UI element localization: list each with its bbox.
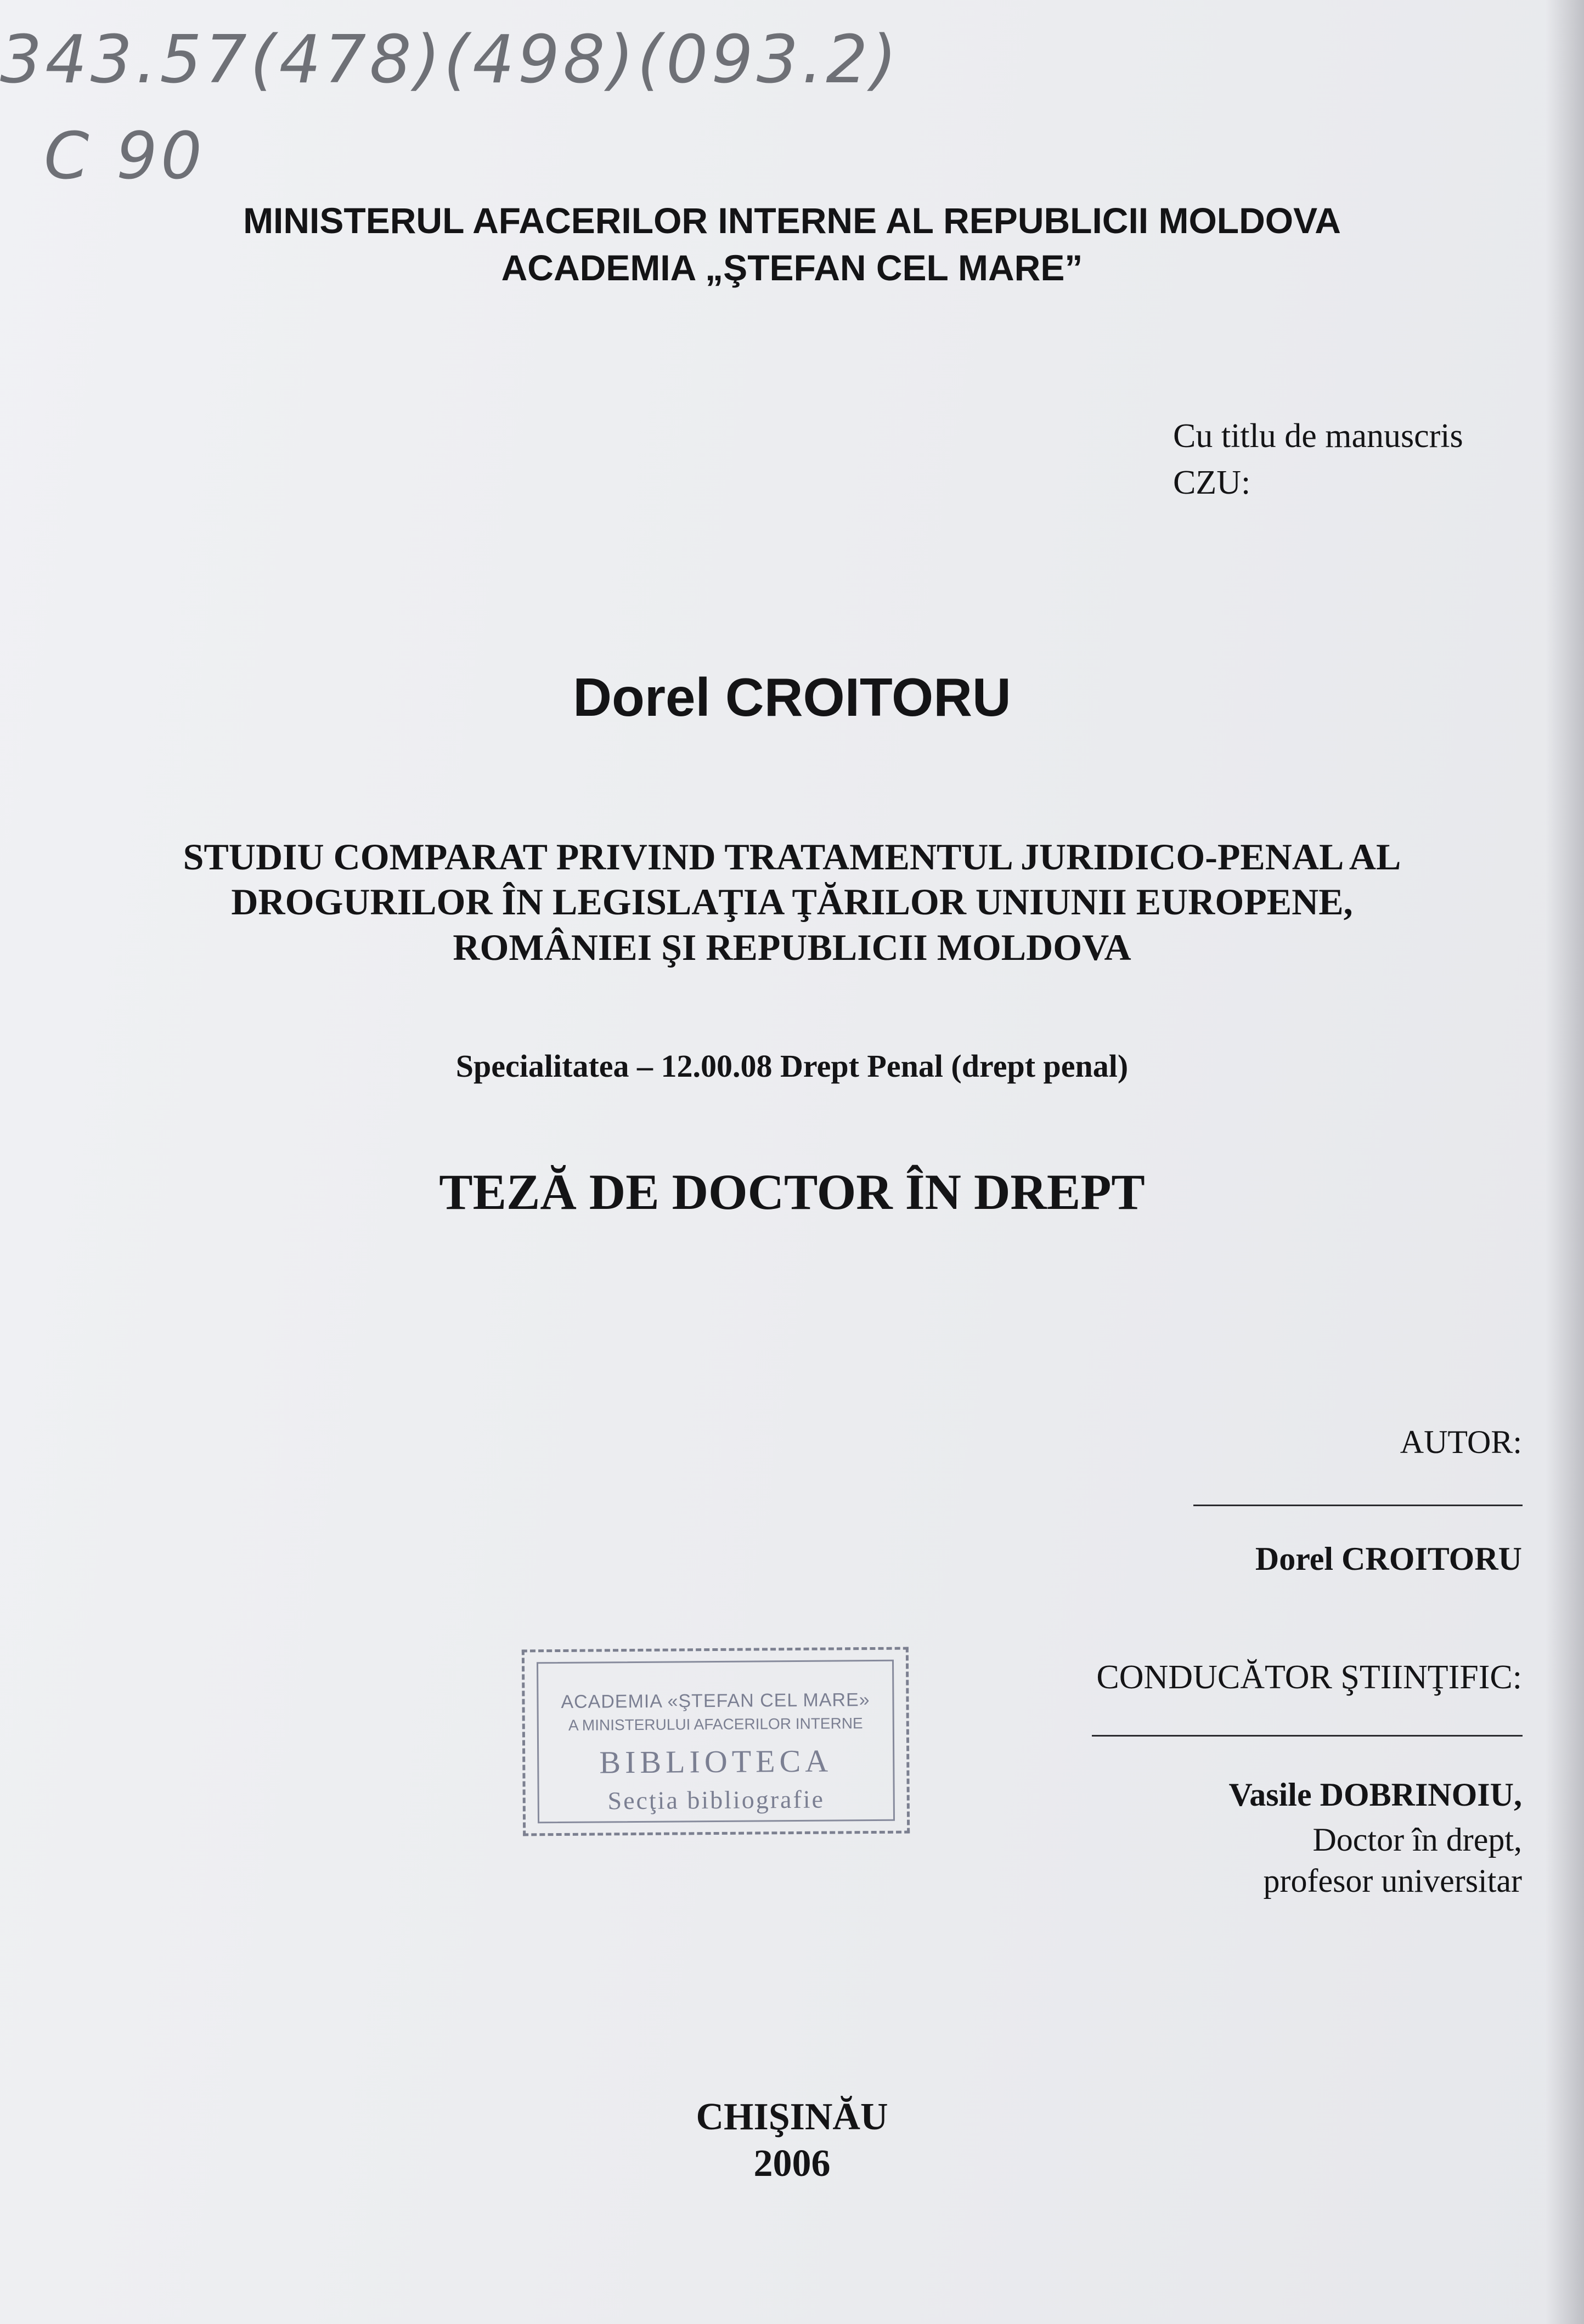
library-stamp	[522, 1647, 910, 1836]
specialty-line: Specialitatea – 12.00.08 Drept Penal (drept penal)	[455, 1048, 1129, 1084]
handwritten-shelf-mark: C 90	[44, 118, 206, 194]
stamp-academy-line: ACADEMIA «ŞTEFAN CEL MARE»	[561, 1689, 870, 1712]
page-edge-shadow	[1546, 0, 1584, 2324]
supervisor-degree: Doctor în drept,	[1312, 1822, 1522, 1858]
ministry-heading: MINISTERUL AFACERILOR INTERNE AL REPUBLICII MOLDOVA	[243, 200, 1341, 241]
thesis-title-line-2: DROGURILOR ÎN LEGISLAŢIA ŢĂRILOR UNIUNII EUROPENE,	[231, 881, 1353, 923]
city: CHIŞINĂU	[696, 2096, 888, 2138]
academy-heading: ACADEMIA „ŞTEFAN CEL MARE”	[501, 247, 1083, 288]
author-label: AUTOR:	[1400, 1424, 1522, 1460]
degree-heading: TEZĂ DE DOCTOR ÎN DREPT	[439, 1164, 1145, 1220]
czu-label: CZU:	[1173, 464, 1251, 501]
stamp-library-line: BIBLIOTECA	[599, 1743, 833, 1780]
author-name: Dorel CROITORU	[1255, 1541, 1522, 1577]
supervisor-rank: profesor universitar	[1263, 1863, 1522, 1899]
supervisor-label: CONDUCĂTOR ŞTIINŢIFIC:	[1096, 1659, 1522, 1696]
year: 2006	[753, 2142, 831, 2185]
thesis-title-line-3: ROMÂNIEI ŞI REPUBLICII MOLDOVA	[453, 926, 1131, 968]
stamp-section-line: Secţia bibliografie	[607, 1785, 825, 1815]
supervisor-name: Vasile DOBRINOIU,	[1228, 1777, 1522, 1813]
author-name-heading: Dorel CROITORU	[573, 667, 1011, 727]
manuscript-label: Cu titlu de manuscris	[1173, 417, 1463, 455]
stamp-ministry-line: A MINISTERULUI AFACERILOR INTERNE	[568, 1715, 863, 1734]
handwritten-classification-code: 343.57(478)(498)(093.2)	[0, 22, 900, 98]
thesis-title-line-1: STUDIU COMPARAT PRIVIND TRATAMENTUL JURIDICO-PENAL AL	[183, 836, 1401, 878]
supervisor-signature-line	[1092, 1735, 1523, 1737]
author-signature-line	[1193, 1505, 1523, 1506]
